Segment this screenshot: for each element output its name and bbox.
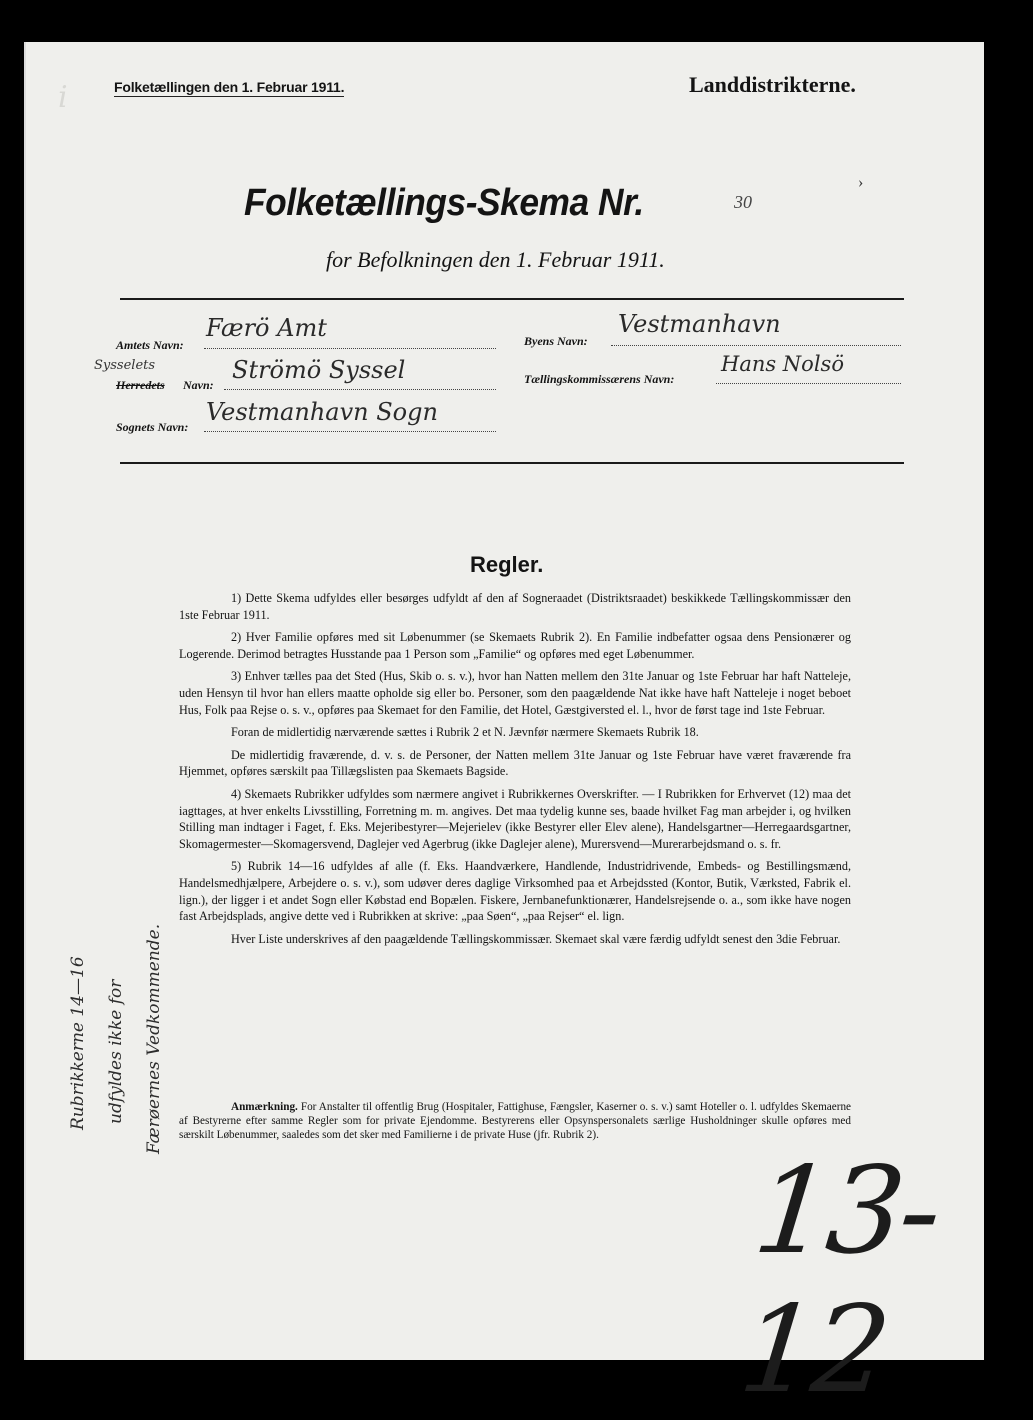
rules-heading: Regler. [470,552,544,577]
anmaerkning-text: For Anstalter til offentlig Brug (Hospitaler, Fattighuse, Fængsler, Kaserner o. s. v.) samt Hoteller o. l. udfyldes Skemaerne af Bestyrerne efter samme Regler som for private Ejendomme. Bestyrerens eller Opsynspersonalets særlige Husholdninger skulle opføres med særskilt Løbenummer, saaledes som det sker med Familierne i de private Huse (jfr. Rubrik 2). [179,1101,851,1141]
byens-label: Byens Navn: [524,334,588,348]
archive-number: 13-12 [733,1142,944,1420]
form-title: Folketællings-Skema Nr. [244,182,644,224]
rule-paragraph: De midlertidig fraværende, d. v. s. de Personer, der Natten mellem 31te Januar og 1ste Februar have været fraværende fra Hjemmet, opføres særskilt paa Tillægslisten paa Skemaets Bagside. [179,747,851,779]
rule-paragraph: 5) Rubrik 14—16 udfyldes af alle (f. Eks. Haandværkere, Handlende, Industridrivende, Embeds- og Bestillingsmænd, Handelsmedhjælpere, Arbejdere o. s. v.), som udøver deres daglige Virksomhed paa et Arbejdssted (Kontor, Butik, Værksted, Fabrik el. lign.), der ligger i et andet Sogn eller Købstad end Bopælen. Fiskere, Jernbanefunktionærer, Handelsrejsende o. a., som ikke have nogen fast Arbejdsplads, angive dette ved i Rubrikken at skrive: „paa Søen“, „paa Rejser“ el. lign. [179,859,851,924]
herred-value: Strömö Syssel [232,356,406,384]
sogn-value: Vestmanhavn Sogn [206,398,438,426]
bleed-through-mark: i [58,80,68,115]
form-number: 30 [734,192,752,212]
rule-paragraph: 3) Enhver tælles paa det Sted (Hus, Skib o. s. v.), hvor han Natten mellem den 31te Januar og 1ste Februar har haft Natteleje, uden Hensyn til hvor han ellers maatte opholde sig eller bo. Personer, som den paagældende Nat ikke have haft Natteleje i noget beboet Hus, Folk paa Rejse o. s. v., opføres paa Skemaet for den Familie, det Hotel, Gæstgiversted el. l., hvor de først tage ind 1ste Februar. [179,669,851,717]
amt-label: Amtets Navn: [116,338,184,352]
sysselets-handwritten: Sysselets [94,358,156,373]
form-subtitle: for Befolkningen den 1. Februar 1911. [326,247,665,272]
corner-mark: › [858,174,864,191]
top-divider [120,298,904,300]
rule-paragraph: 4) Skemaets Rubrikker udfyldes som nærmere angivet i Rubrikkernes Overskrifter. — I Rubrikken for Erhvervet (12) maa det iagttages, at hver enkelts Livsstilling, Forretning m. m. angives. Det maa tydelig kunne ses, baade hvilket Fag man arbejder i, og hvilken Stilling man indtager i Faget, f. Eks. Mejeribestyrer—Mejerielev (ikke Bestyrer eller Elev alene), Handelsgartner—Herregaardsgartner, Skomagermester—Skomagersvend, Daglejer ved Agerbrug (ikke Daglejer alene), Murersvend—Murerarbejdsmand o. s. fr. [179,786,851,851]
rules-section [179,590,851,953]
margin-note-line-2: udfyldes ikke for [106,979,126,1124]
kommissaer-label: Tællingskommissærens Navn: [524,372,675,386]
margin-note-line-1: Rubrikkerne 14—16 [68,956,88,1130]
rule-paragraph: 2) Hver Familie opføres med sit Løbenummer (se Skemaets Rubrik 2). En Familie indbefatter ogsaa dens Pensionærer og Logerende. Derimod betragtes Husstande paa 1 Person som „Familie“ og opføres med eget Løbenummer. [179,630,851,661]
byens-value: Vestmanhavn [618,310,781,338]
header-district-type: Landdistrikterne. [689,72,856,97]
rule-paragraph: 1) Dette Skema udfyldes eller besørges udfyldt af den af Sogneraadet (Distriktsraadet) beskikkede Tællingskommissær den 1ste Februar 1911. [179,591,851,622]
kommissaer-dotted-line [716,382,901,384]
fields-divider [120,462,904,464]
header-census-date: Folketællingen den 1. Februar 1911. [114,79,345,95]
anmaerkning-note [179,1100,851,1142]
herred-dotted-line [224,388,496,390]
margin-note-line-3: Færøernes Vedkommende. [144,923,164,1154]
sogn-dotted-line [204,430,496,432]
kommissaer-value: Hans Nolsö [721,352,844,376]
rule-paragraph: Hver Liste underskrives af den paagældende Tællingskommissær. Skemaet skal være færdig udfyldt senest den 3die Februar. [231,931,841,946]
rule-paragraph: Foran de midlertidig nærværende sættes i Rubrik 2 et N. Jævnfør nærmere Skemaets Rubrik 18. [231,725,699,740]
anmaerkning-label: Anmærkning. [231,1101,298,1113]
amt-value: Færö Amt [206,314,327,342]
census-form-page [24,42,984,1420]
sogn-label: Sognets Navn: [116,420,189,434]
amt-dotted-line [204,347,496,349]
herred-label: Navn: [183,378,214,392]
byens-dotted-line [611,344,901,346]
herredets-struck-label: Herredets [116,378,165,392]
